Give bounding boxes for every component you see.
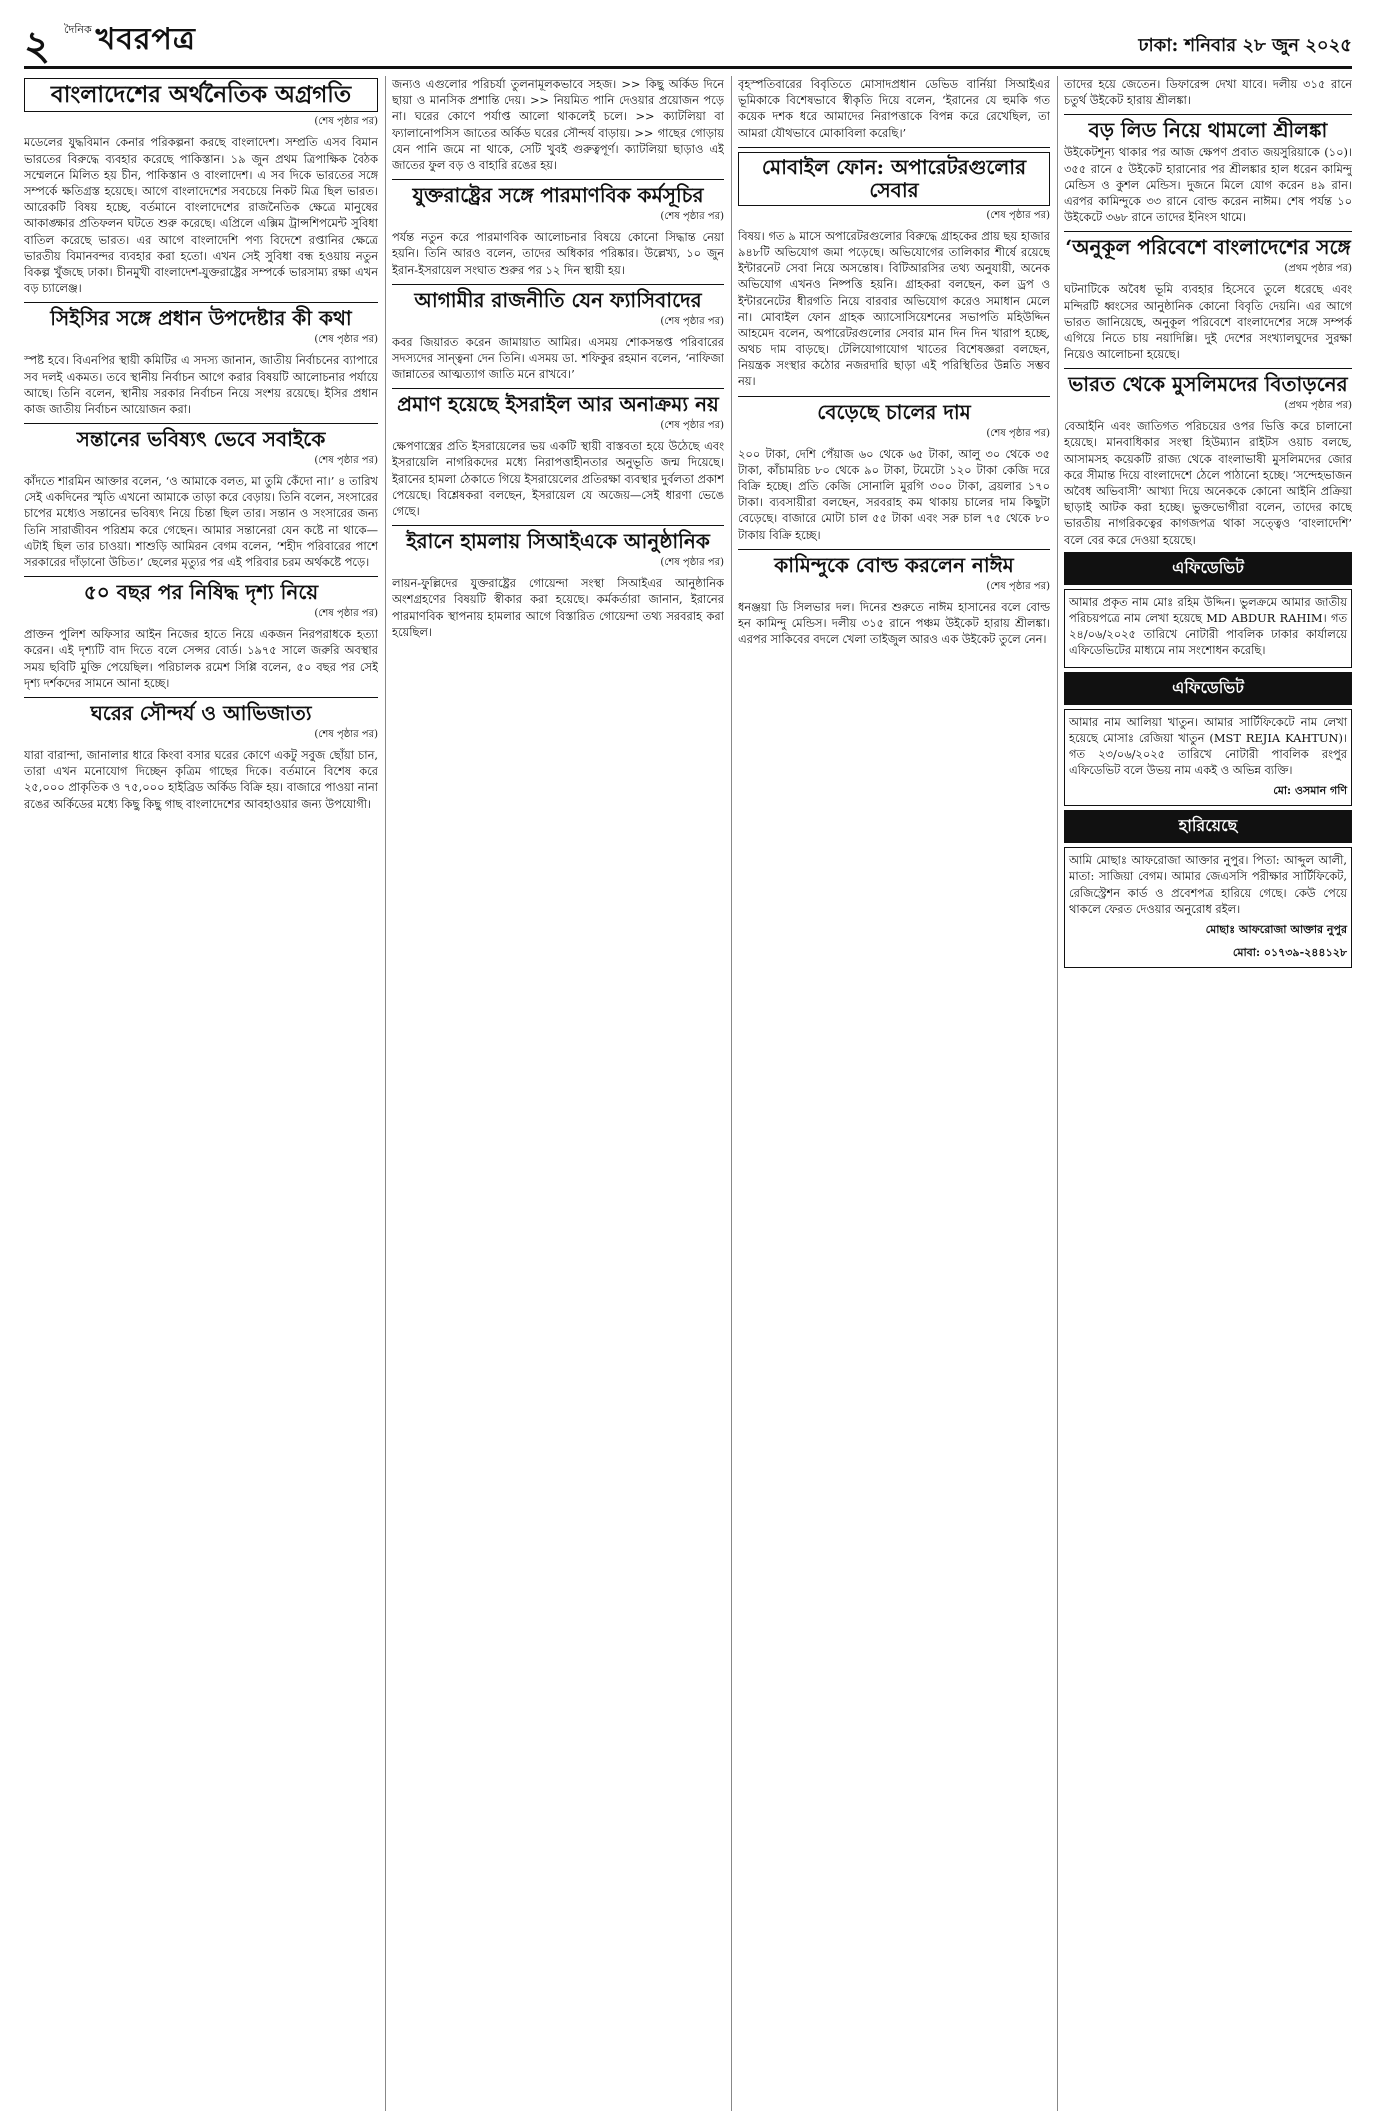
column-2 [392, 76, 724, 2111]
headline: বড় লিড নিয়ে থামলো শ্রীলঙ্কা [1088, 118, 1328, 143]
ad-title: হারিয়েছে [1064, 810, 1352, 843]
article-srilanka [1064, 119, 1352, 225]
article-body: প্রাক্তন পুলিশ অফিসার আইন নিজের হাতে নিয়ে একজন নিরপরাধকে হত্যা করেন। এই দৃশ্যটি বাদ দিতে বলে সেন্সর বোর্ড। ১৯৭৫ সালে জরুরি অবস্থার সময় ছবিটি মুক্তি পেয়েছিল। পরিচালক রমেশ সিপ্পি বলেন, ৫০ বছর পর সেই দৃশ্য দর্শকদের সামনে আনা হচ্ছে। [24, 627, 378, 690]
column-1 [24, 76, 378, 2111]
article-body: বৃহস্পতিবারের বিবৃতিতে মোসাদপ্রধান ডেভিড বার্নিয়া সিআইএর ভূমিকাকে বিশেষভাবে স্বীকৃতি দিয়ে বলেন, ‘ইরানের যে হুমকি গত কয়েক দশক ধরে আমাদের নিরাপত্তাকে বিপন্ন করে রেখেছিল, তা আমরা যৌথভাবে মোকাবিলা করেছি।’ [738, 77, 1050, 140]
continued-label: (প্রথম পৃষ্ঠার পর) [1284, 400, 1352, 412]
article-body: বেআইনি এবং জাতিগত পরিচয়ের ওপর ভিত্তি করে চালানো হয়েছে। মানবাধিকার সংস্থা হিউম্যান রাইটস ওয়াচ বলছে, আসামসহ কয়েকটি রাজ্য থেকে বাংলাভাষী মুসলিমদের জোর করে সীমান্ত দিয়ে বাংলাদেশে ঠেলে পাঠানো হচ্ছে। ‘সন্দেহভাজন অবৈধ অভিবাসী’ আখ্যা দিয়ে অনেককে কোনো আইনি প্রক্রিয়া ছাড়াই আটক করা হচ্ছে। ভুক্তভোগীরা বলেন, তাদের কাছে ভারতীয় নাগরিকত্বের কাগজপত্র থাকা সত্ত্বেও ‘বাংলাদেশি’ বলে বের করে দেওয়া হয়েছে। [1064, 419, 1352, 547]
continued-label: (শেষ পৃষ্ঠার পর) [986, 427, 1050, 439]
classified-ad [1064, 847, 1352, 968]
divider [1064, 231, 1352, 232]
headline: বাংলাদেশের অর্থনৈতিক অগ্রগতি [24, 78, 378, 112]
headline: প্রমাণ হয়েছে ইসরাইল আর অনাক্রম্য নয় [397, 392, 719, 417]
divider [738, 147, 1050, 148]
divider [392, 179, 724, 180]
article-body: লায়ন-ফুল্লিদের যুক্তরাষ্ট্রের গোয়েন্দা সংস্থা সিআইএর আনুষ্ঠানিক অংশগ্রহণের বিষয়টি স্বীকার করা হয়েছে। কর্মকর্তারা জানান, ইরানের পারমাণবিক স্থাপনায় হামলার আগে বিস্তারিত গোয়েন্দা তথ্য সরবরাহ করা হয়েছিল। [392, 576, 724, 639]
column-4 [1064, 76, 1352, 2111]
ad-phone: মোবা: ০১৭৩৯-২৪৪১২৮ [1232, 946, 1347, 959]
divider [24, 697, 378, 698]
ad-text: আমার প্রকৃত নাম মোঃ রহিম উদ্দিন। ভুলক্রমে আমার জাতীয় পরিচয়পত্রে নাম লেখা হয়েছে MD ABDUR RAHIM। গত ২৪/০৬/২০২৫ তারিখে নোটারী পাবলিক ঢাকার কার্যালয়ে এফিডেভিটের মাধ্যমে নাম সংশোধন করেছি। [1069, 594, 1347, 658]
article-politics [392, 289, 724, 383]
headline: ইরানে হামলায় সিআইএকে আনুষ্ঠানিক [406, 529, 710, 554]
article-body: কবর জিয়ারত করেন জামায়াত আমির। এসময় শোকসন্তপ্ত পরিবারের সদস্যদের সান্ত্বনা দেন তিনি। এসময় ডা. শফিকুর রহমান বলেন, ‘নাফিজা জান্নাতের আত্মত্যাগ জাতি মনে রাখবে।’ [392, 334, 724, 382]
continued-label: (শেষ পৃষ্ঠার পর) [660, 315, 724, 327]
ad-title: এফিডেভিট [1064, 552, 1352, 585]
masthead-brand [24, 15, 196, 69]
article-scene [24, 581, 378, 691]
continued-label: (শেষ পৃষ্ঠার পর) [314, 455, 378, 467]
article-body: জন্যও এগুলোর পরিচর্যা তুলনামূলকভাবে সহজ। >> কিছু অর্কিড দিনে ছায়া ও মানসিক প্রশান্তি দেয়। >> নিয়মিত পানি দেওয়ার প্রয়োজন পড়ে না। ঘরের কোণে পর্যাপ্ত আলো থাকলেই চলে। >> ক্যাটলিয়া বা ফ্যালানোপসিস জাতের অর্কিড ঘরের সৌন্দর্য বাড়ায়। >> গাছের গোড়ায় যেন পানি জমে না থাকে, সেটি খুবই গুরুত্বপূর্ণ। ক্যাটলিয়া ছাড়াও এই জাতের ফুল বড় ও বাহারি রঙের হয়। [392, 77, 724, 172]
divider [24, 423, 378, 424]
article-body: ক্ষেপণাস্ত্রের প্রতি ইসরায়েলের ভয় একটি স্থায়ী বাস্তবতা হয়ে উঠেছে এবং ইসরায়েলি নাগরিকদের মধ্যে নিরাপত্তাহীনতার অনুভূতি জন্ম দিয়েছে। ইরানের হামলা ঠেকাতে গিয়ে ইসরায়েলের প্রতিরক্ষা ব্যবস্থার দুর্বলতা প্রকাশ পেয়েছে। বিশ্লেষকরা বলছেন, ইসরায়েল যে অজেয়—সেই ধারণা ভেঙে গেছে। [392, 439, 724, 518]
divider [24, 302, 378, 303]
masthead [24, 14, 1352, 69]
article-cricket [738, 554, 1050, 648]
dateline: ঢাকা: শনিবার ২৮ জুন ২০২৫ [1138, 35, 1352, 56]
headline: সিইসির সঙ্গে প্রধান উপদেষ্টার কী কথা [50, 306, 352, 331]
continued-label: (শেষ পৃষ্ঠার পর) [314, 334, 378, 346]
article-body: ২০০ টাকা, দেশি পেঁয়াজ ৬০ থেকে ৬৫ টাকা, আলু ৩০ থেকে ৩৫ টাকা, কাঁচামরিচ ৮০ থেকে ৯০ টাকা, টমেটো ১২০ টাকা কেজি দরে বিক্রি হচ্ছে। প্রতি কেজি সোনালি মুরগি ৩০০ টাকা, ব্রয়লার ১৭০ টাকা। ব্যবসায়ীরা বলছেন, সরবরাহ কম থাকায় চালের দাম কিছুটা বেড়েছে। বাজারে মোটা চাল ৫৫ টাকা এবং সরু চাল ৭৫ থেকে ৮০ টাকায় বিক্রি হচ্ছে। [738, 446, 1050, 542]
article-pushin [1064, 373, 1352, 548]
column-3 [738, 76, 1050, 2111]
continued-label: (শেষ পৃষ্ঠার পর) [986, 580, 1050, 592]
article-home [24, 702, 378, 812]
headline: ‘অনুকূল পরিবেশে বাংলাদেশের সঙ্গে [1065, 235, 1351, 260]
headline: বেড়েছে চালের দাম [817, 399, 971, 424]
column-rule [731, 76, 732, 2111]
article-body: যারা বারান্দা, জানালার ধারে কিংবা বসার ঘরের কোণে একটু সবুজ ছোঁয়া চান, তারা এখন মনোযোগ দিচ্ছেন কৃত্রিম গাছের দিকে। বর্তমানে বিশেষ করে ২৫,০০০ প্রাকৃতিক ও ৭৫,০০০ হাইব্রিড অর্কিড বিক্রি হয়। বাজারে পাওয়া নানা রঙের অর্কিডের মধ্যে কিছু কিছু গাছ বাংলাদেশের আবহাওয়ার জন্য উপযোগী। [24, 747, 378, 811]
continued-label: (শেষ পৃষ্ঠার পর) [986, 209, 1050, 221]
article-us-nuclear [392, 184, 724, 278]
ad-title: এফিডেভিট [1064, 672, 1352, 705]
headline: সন্তানের ভবিষ্যৎ ভেবে সবাইকে [76, 427, 326, 452]
classified-ad [1064, 589, 1352, 668]
divider [1064, 368, 1352, 369]
continued-label: (শেষ পৃষ্ঠার পর) [660, 420, 724, 432]
article-cec [24, 307, 378, 417]
article-body: বিষয়। গত ৯ মাসে অপারেটরগুলোর বিরুদ্ধে গ্রাহকের প্রায় ছয় হাজার ৯৪৮টি অভিযোগ জমা পড়েছে। অভিযোগের তালিকার শীর্ষে রয়েছে ইন্টারনেট সেবা নিয়ে অসন্তোষ। বিটিআরসির তথ্য অনুযায়ী, অনেক অভিযোগ এখনও নিষ্পত্তি হয়নি। গ্রাহকরা বলছেন, কল ড্রপ ও ইন্টারনেটের ধীরগতি নিয়ে বারবার অভিযোগ করেও সমাধান মেলে না। মোবাইল ফোন গ্রাহক অ্যাসোসিয়েশনের সভাপতি মহিউদ্দিন আহমেদ বলেন, অপারেটরগুলোর সেবার মান দিন দিন খারাপ হচ্ছে, অথচ দাম বাড়ছে। টেলিযোগাযোগ খাতের বিশেষজ্ঞরা বলছেন, নিয়ন্ত্রক সংস্থার কঠোর নজরদারি ছাড়া এই পরিস্থিতির উন্নতি সম্ভব নয়। [738, 228, 1050, 389]
headline: আগামীর রাজনীতি যেন ফ্যাসিবাদের [414, 287, 702, 312]
classified-ad [1064, 709, 1352, 807]
page-number: ২ [24, 22, 51, 69]
article-children [24, 428, 378, 570]
article-body: ঘটনাটিকে অবৈধ ভূমি ব্যবহার হিসেবে তুলে ধরেছে এবং মন্দিরটি ধ্বংসের আনুষ্ঠানিক কোনো বিবৃতি দেয়নি। এর আগে ভারত জানিয়েছে, অনুকূল পরিবেশে বাংলাদেশের সঙ্গে সম্পর্ক এগিয়ে নিতে চায় নয়াদিল্লি। দুই দেশের সংখ্যালঘুদের সুরক্ষা নিয়েও আলোচনা হয়েছে। [1064, 282, 1352, 362]
divider [738, 396, 1050, 397]
article-body: কাঁদতে শারমিন আক্তার বলেন, ‘ও আমাকে বলত, মা তুমি কেঁদো না।’ ৪ তারিখ সেই একদিনের স্মৃতি এখনো আমাকে তাড়া করে বেড়ায়। তিনি বলেন, সংসারের চাপের মধ্যেও সন্তানের ভবিষ্যৎ নিয়ে চিন্তা ছিল তার। সন্তান ও সংসারের জন্য তিনি সারাজীবন পরিশ্রম করে গেছেন। আমার সন্তানেরা যেন কষ্টে না থাকে—এটাই ছিল তার চাওয়া। শাশুড়ি আমিরন বেগম বলেন, ‘শহীদ পরিবারের পাশে সরকারের দাঁড়ানো উচিত।’ ছেলের মৃত্যুর পর এই পরিবার চরম অর্থকষ্টে পড়ে। [24, 474, 378, 569]
ad-text: আমার নাম আলিয়া খাতুন। আমার সার্টিফিকেটে নাম লেখা হয়েছে মোসাঃ রেজিয়া খাতুন (MST REJIA KAHTUN)। গত ২৩/০৬/২০২৫ তারিখে নোটারী পাবলিক রংপুর এফিডেভিট বলে উভয় নাম একই ও অভিন্ন ব্যক্তি। [1069, 714, 1347, 778]
headline: মোবাইল ফোন: অপারেটরগুলোর সেবার [738, 152, 1050, 206]
continued-label: (শেষ পৃষ্ঠার পর) [314, 728, 378, 740]
divider [392, 284, 724, 285]
article-body: পর্যন্ত নতুন করে পারমাণবিক আলোচনার বিষয়ে কোনো সিদ্ধান্ত নেয়া হয়নি। তিনি আরও বলেন, তাদের অধিকার পরিষ্কার। উল্লেখ্য, ১০ জুন ইরান-ইসরায়েল সংঘাত শুরুর পর ১২ দিন স্থায়ী হয়। [392, 230, 724, 277]
headline: ৫০ বছর পর নিষিদ্ধ দৃশ্য নিয়ে [83, 580, 319, 605]
continued-label: (শেষ পৃষ্ঠার পর) [660, 211, 724, 223]
continued-label: (শেষ পৃষ্ঠার পর) [314, 116, 378, 128]
headline: ভারত থেকে মুসলিমদের বিতাড়নের [1068, 372, 1348, 397]
article-body: মডেলের যুদ্ধবিমান কেনার পরিকল্পনা করছে বাংলাদেশ। সম্প্রতি এসব বিমান ভারতের বিরুদ্ধে ব্যবহার করেছে পাকিস্তান। ১৯ জুন প্রথম ত্রিপাক্ষিক বৈঠক সম্মেলনে মিলিত হয় চীন, পাকিস্তান ও বাংলাদেশ। এ সব দিকে ভারতের সঙ্গে সম্পর্কে ক্ষতিগ্রস্ত হয়েছে। আগে বাংলাদেশের সবচেয়ে নিকট মিত্র ছিল ভারত। আরেকটি বিষয় হচ্ছে, বর্তমানে বাংলাদেশের রাজনৈতিক ক্ষেত্রে মানুষের আকাঙ্ক্ষার প্রতিফলন ঘটতে শুরু করেছে। এপ্রিলে এক্সিম ট্রান্সশিপমেন্ট সুবিধা বাতিল করেছে ভারত। এর আগে বাংলাদেশি পণ্য বিদেশে রপ্তানির ক্ষেত্রে ভারতীয় বিমানবন্দর ব্যবহার করা হতো। এখন সেই সুবিধা বন্ধ হওয়ায় নতুন বিকল্প খুঁজছে ঢাকা। চীনমুখী বাংলাদেশ-যুক্তরাষ্ট্রের সম্পর্কে ভারসাম্য রক্ষা এখন বড় চ্যালেঞ্জ। [24, 135, 378, 296]
article-body: তাদের হয়ে জেতেন। ডিফারেন্স দেখা যাবে। দলীয় ৩১৫ রানে চতুর্থ উইকেট হারায় শ্রীলঙ্কা। [1064, 77, 1352, 108]
divider [24, 576, 378, 577]
daily-label: দৈনিক [64, 23, 92, 36]
paper-name: খবরপত্র [95, 22, 196, 57]
article-body: ধনঞ্জয়া ডি সিলভার দল। দিনের শুরুতে নাঈম হাসানের বলে বোল্ড হন কামিন্দু মেন্ডিস। দলীয় ৩১৫ রানে পঞ্চম উইকেট হারায় শ্রীলঙ্কা। এরপর সাকিবের বদলে খেলা তাইজুল আরও এক উইকেট তুলে নেন। [738, 599, 1050, 647]
headline: যুক্তরাষ্ট্রের সঙ্গে পারমাণবিক কর্মসূচির [412, 183, 704, 208]
ad-signature: মোছাঃ আফরোজা আক্তার নুপুর [1205, 923, 1347, 936]
continued-label: (শেষ পৃষ্ঠার পর) [314, 608, 378, 620]
column-rule [1057, 76, 1058, 2111]
article-mobile [738, 152, 1050, 390]
headline: ঘরের সৌন্দর্য ও আভিজাত্য [90, 700, 312, 725]
headline: কামিন্দুকে বোল্ড করলেন নাঈম [774, 552, 1014, 577]
article-rice [738, 401, 1050, 543]
article-israel [392, 393, 724, 519]
article-india-bd [1064, 236, 1352, 362]
article-cia [392, 530, 724, 640]
article-economy [24, 78, 378, 296]
ad-signature: মো: ওসমান গণি [1273, 784, 1347, 798]
article-body: স্পষ্ট হবে। বিএনপির স্থায়ী কমিটির এ সদস্য জানান, জাতীয় নির্বাচনের ব্যাপারে সব দলই একমত। তবে স্থানীয় নির্বাচন আগে করার বিষয়টি আলোচনার পর্যায়ে আছে। তিনি বলেন, স্থানীয় সরকার নির্বাচন নিয়ে সংশয় রয়েছে। ইসির প্রধান কাজ জাতীয় নির্বাচন আয়োজন করা। [24, 353, 378, 416]
divider [1064, 114, 1352, 115]
continued-label: (প্রথম পৃষ্ঠার পর) [1284, 263, 1352, 275]
continued-label: (শেষ পৃষ্ঠার পর) [660, 557, 724, 569]
article-body: উইকেটশূন্য থাকার পর আজ ক্ষেপণ প্রবাত জয়সুরিয়াকে (১০)। ৩৫৫ রানে ৫ উইকেট হারানোর পর শ্রীলঙ্কার হাল ধরেন কামিন্দু মেন্ডিস ও কুশল মেন্ডিস। দুজনে মিলে যোগ করেন ৪৯ রান। এরপর কামিন্দুকে ৩৩ রানে বোল্ড করেন নাঈম। শেষ পর্যন্ত ১০ উইকেটে ৩৬৮ রানে তাদের ইনিংস থামে। [1064, 145, 1352, 225]
divider [392, 388, 724, 389]
divider [392, 525, 724, 526]
column-rule [385, 76, 386, 2111]
divider [738, 549, 1050, 550]
ad-text: আমি মোছাঃ আফরোজা আক্তার নুপুর। পিতা: আব্দুল আলী, মাতা: সাজিয়া বেগম। আমার জেএসসি পরীক্ষার সার্টিফিকেট, রেজিস্ট্রেশন কার্ড ও প্রবেশপত্র হারিয়ে গেছে। কেউ পেয়ে থাকলে ফেরত দেওয়ার অনুরোধ রইল। [1069, 853, 1347, 916]
